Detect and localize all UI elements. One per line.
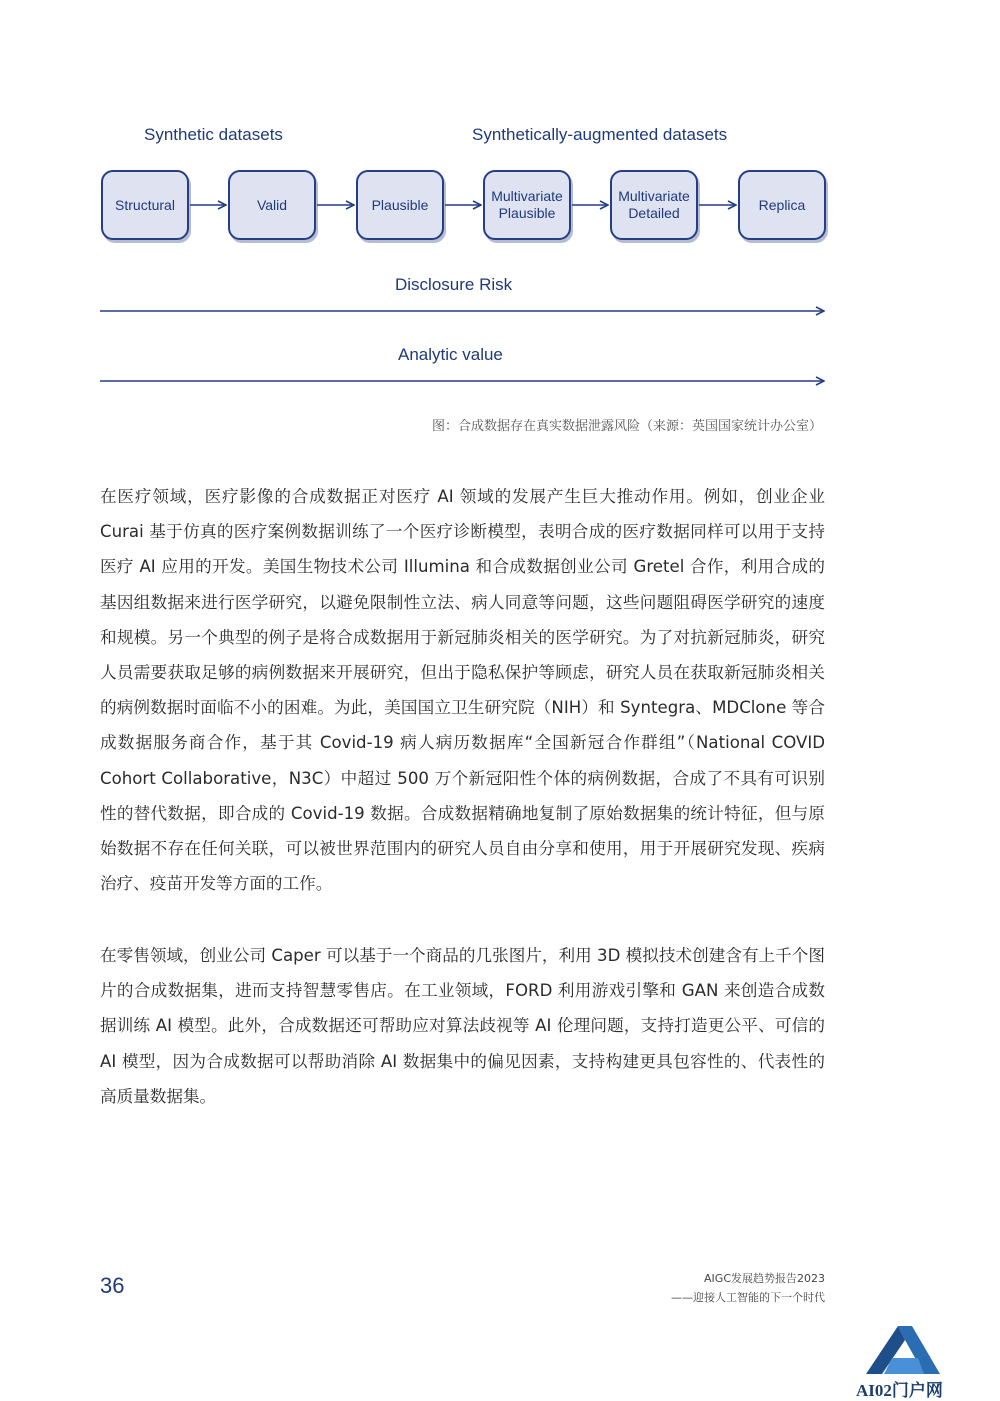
body-paragraph-1: 在医疗领域，医疗影像的合成数据正对医疗 AI 领域的发展产生巨大推动作用。例如，创业企业 Curai 基于仿真的医疗案例数据训练了一个医疗诊断模型，表明合成的医疗数据同样可以用于支持医疗 AI 应用的开发。美国生物技术公司 Illumina 和合成数据创业公司 Gretel 合作，利用合成的基因组数据来进行医学研究，以避免限制性立法、病人同意等问题，这些问题阻碍医学研究的速度和规模。另一个典型的例子是将合成数据用于新冠肺炎相关的医学研究。为了对抗新冠肺炎，研究人员需要获取足够的病例数据来开展研究，但出于隐私保护等顾虑，研究人员在获取新冠肺炎相关的病例数据时面临不小的困难。为此，美国国立卫生研究院（NIH）和 Syntegra、MDClone 等合成数据服务商合作，基于其 Covid-19 病人病历数据库“全国新冠合作群组”（National COVID Cohort Collaborative，N3C）中超过 500 万个新冠阳性个体的病例数据，合成了不具有可识别性的替代数据，即合成的 Covid-19 数据。合成数据精确地复制了原始数据集的统计特征，但与原始数据不存在任何关联，可以被世界范围内的研究人员自由分享和使用，用于开展研究发现、疾病治疗、疫苗开发等方面的工作。	[100, 487, 825, 894]
stage-structural: Structural	[101, 170, 189, 240]
watermark-logo-icon	[862, 1326, 942, 1378]
stage-multivariate-plausible: Multivariate Plausible	[483, 170, 571, 240]
analytic-value-label: Analytic value	[398, 345, 503, 364]
watermark-text: AI02门户网	[856, 1381, 943, 1400]
diagram-arrows	[0, 0, 1000, 400]
report-subtitle: ——迎接人工智能的下一个时代	[671, 1291, 825, 1304]
body-paragraph-2: 在零售领域，创业公司 Caper 可以基于一个商品的几张图片，利用 3D 模拟技术创建含有上千个图片的合成数据集，进而支持智慧零售店。在工业领域，FORD 利用游戏引擎和 GAN 来创造合成数据训练 AI 模型。此外，合成数据还可帮助应对算法歧视等 AI 伦理问题，支持打造更公平、可信的 AI 模型，因为合成数据可以帮助消除 AI 数据集中的偏见因素，支持构建更具包容性的、代表性的高质量数据集。	[100, 946, 825, 1106]
stage-multivariate-detailed: Multivariate Detailed	[610, 170, 698, 240]
augmented-datasets-label: Synthetically-augmented datasets	[472, 125, 728, 144]
stage-valid: Valid	[228, 170, 316, 240]
stage-replica: Replica	[738, 170, 826, 240]
page-number: 36	[100, 1273, 125, 1298]
synthetic-datasets-label: Synthetic datasets	[144, 125, 283, 144]
disclosure-risk-label: Disclosure Risk	[395, 275, 513, 294]
report-title: AIGC发展趋势报告2023	[704, 1272, 825, 1285]
stage-plausible: Plausible	[356, 170, 444, 240]
figure-caption: 图：合成数据存在真实数据泄露风险（来源：英国国家统计办公室）	[431, 419, 822, 434]
